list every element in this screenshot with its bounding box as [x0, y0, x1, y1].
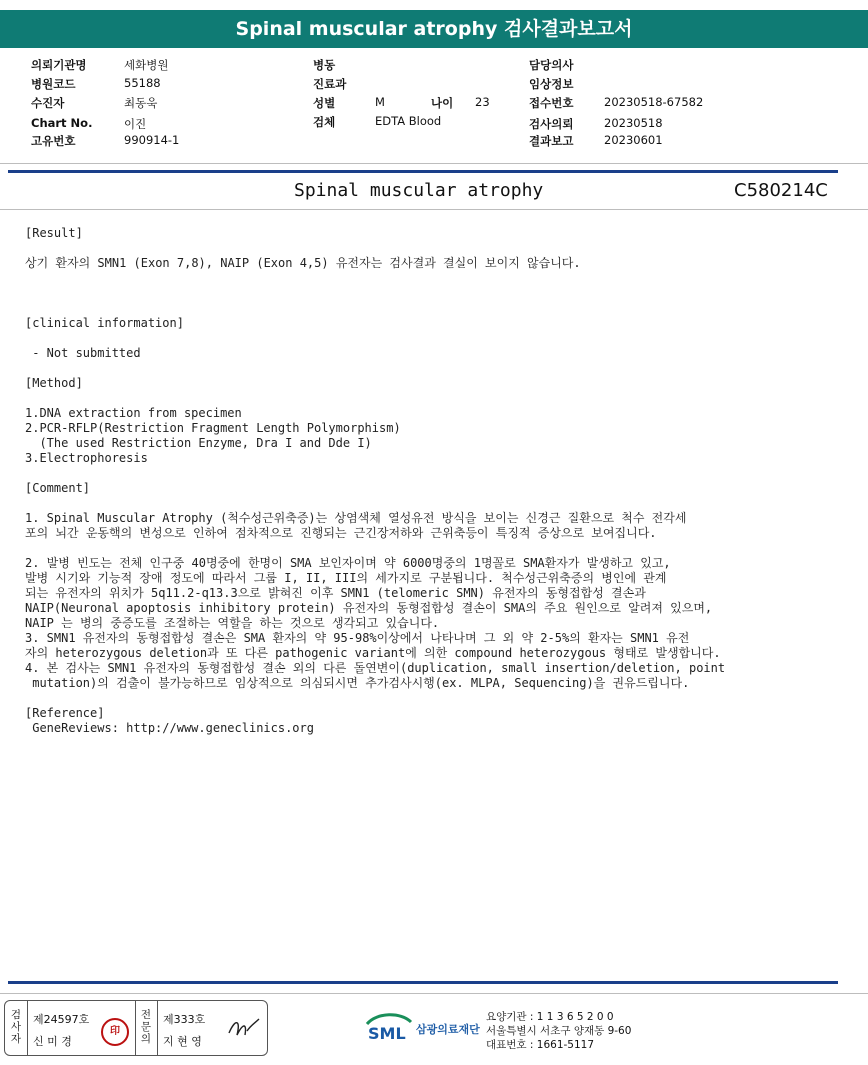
sex-label: 성별 — [313, 96, 336, 110]
report-line: mutation)의 검출이 불가능하므로 임상적으로 의심되시면 추가검사시행(ex. MLPA, Sequencing)을 권유드립니다. — [25, 676, 690, 690]
expert-label: 전문의 — [140, 1009, 152, 1045]
signature-box — [4, 1000, 268, 1056]
report-line: 2.PCR-RFLP(Restriction Fragment Length Polymorphism) — [25, 421, 401, 435]
report-line: - Not submitted — [25, 346, 141, 360]
report-line: [Method] — [25, 376, 83, 390]
report-line — [25, 241, 845, 256]
examiner-label: 검사자 — [10, 1009, 22, 1045]
report-line — [25, 271, 845, 286]
report-line: 3. SMN1 유전자의 동형접합성 결손은 SMA 환자의 약 95-98%이상에서 나타나며 그 외 약 2-5%의 환자는 SMN1 유전 — [25, 631, 690, 645]
test-name: Spinal muscular atrophy — [294, 180, 544, 201]
specimen-value: EDTA Blood — [375, 114, 442, 128]
id-label: 고유번호 — [31, 134, 76, 148]
report-line: 1. Spinal Muscular Atrophy (척수성근위축증)는 상염색체 열성유전 방식을 보이는 신경근 질환으로 척수 전각세 — [25, 511, 687, 525]
report-line: 발병 시기와 기능적 장애 정도에 따라서 그룹 I, II, III의 세가지로 구분됩니다. 척수성근위축증의 병인에 관계 — [25, 571, 667, 585]
report-line: [Reference] — [25, 706, 105, 720]
chart-value: 이진 — [124, 117, 147, 131]
report-line: 3.Electrophoresis — [25, 451, 148, 465]
svg-text:SML: SML — [368, 1024, 406, 1043]
report-line: 2. 발병 빈도는 전체 인구중 40명중에 한명이 SMA 보인자이며 약 6000명중의 1명꼴로 SMA환자가 발생하고 있고, — [25, 556, 671, 570]
age-label: 나이 — [431, 96, 454, 110]
report-line: 자의 heterozygous deletion과 또 다른 pathogenic variant에 의한 compound heterozygous 형태로 발생합니다. — [25, 646, 721, 660]
report-body — [25, 226, 845, 736]
divider — [0, 163, 868, 164]
request-label: 검사의뢰 — [529, 117, 574, 131]
report-line: GeneReviews: http://www.geneclinics.org — [25, 721, 314, 735]
ward-label: 병동 — [313, 58, 336, 72]
report-line — [25, 466, 845, 481]
expert-number: 제333호 — [163, 1013, 206, 1026]
report-line — [25, 691, 845, 706]
hospital-value: 세화병원 — [124, 58, 169, 72]
clinical-label: 임상정보 — [529, 77, 574, 91]
signature-icon — [225, 1015, 261, 1041]
report-line: [Result] — [25, 226, 83, 240]
report-line: [Comment] — [25, 481, 91, 495]
report-line: NAIP(Neuronal apoptosis inhibitory protein) 유전자의 동형접합성 결손이 SMA의 주요 원인으로 알려져 있으며, — [25, 601, 713, 615]
seal-stamp-icon: 印 — [101, 1018, 129, 1046]
report-line — [25, 391, 845, 406]
patient-value: 최동욱 — [124, 96, 158, 110]
report-line: 1.DNA extraction from specimen — [25, 406, 242, 420]
report-line — [25, 496, 845, 511]
report-line — [25, 301, 845, 316]
test-code: C580214C — [734, 180, 828, 201]
divider — [0, 993, 868, 994]
code-value: 55188 — [124, 76, 161, 90]
header-rule — [8, 170, 838, 173]
divider — [0, 209, 868, 210]
chart-label: Chart No. — [31, 116, 93, 130]
report-line: (The used Restriction Enzyme, Dra I and Dde I) — [25, 436, 372, 450]
organization-address: 요양기관 : 1 1 3 6 5 2 0 0 서울특별시 서초구 양재동 9-60 대표번호 : 1661-5117 — [486, 1011, 632, 1051]
report-date-value: 20230601 — [604, 133, 663, 147]
report-date-label: 결과보고 — [529, 134, 574, 148]
report-line: 상기 환자의 SMN1 (Exon 7,8), NAIP (Exon 4,5) 유전자는 검사결과 결실이 보이지 않습니다. — [25, 256, 581, 270]
report-line — [25, 286, 845, 301]
patient-info — [0, 55, 868, 165]
footer-rule — [8, 981, 838, 984]
hospital-label: 의뢰기관명 — [31, 58, 87, 72]
report-title: Spinal muscular atrophy 검사결과보고서 — [0, 10, 868, 48]
dept-label: 진료과 — [313, 77, 347, 91]
receipt-label: 접수번호 — [529, 96, 574, 110]
organization-name: 삼광의료재단 — [416, 1023, 480, 1036]
request-value: 20230518 — [604, 116, 663, 130]
receipt-value: 20230518-67582 — [604, 95, 704, 109]
specimen-label: 검체 — [313, 115, 336, 129]
report-line: 포의 뇌간 운동핵의 변성으로 인하여 점차적으로 진행되는 근긴장저하와 근위축등이 특징적 증상으로 보여집니다. — [25, 526, 657, 540]
expert-name: 지 현 영 — [163, 1035, 202, 1048]
report-line: 되는 유전자의 위치가 5q11.2-q13.3으로 밝혀진 이후 SMN1 (telomeric SMN) 유전자의 동형접합성 결손과 — [25, 586, 646, 600]
report-line — [25, 541, 845, 556]
patient-label: 수진자 — [31, 96, 65, 110]
sml-logo-icon — [365, 1010, 413, 1044]
id-value: 990914-1 — [124, 133, 180, 147]
report-line — [25, 331, 845, 346]
examiner-name: 신 미 경 — [33, 1035, 72, 1048]
doctor-label: 담당의사 — [529, 58, 574, 72]
code-label: 병원코드 — [31, 77, 76, 91]
examiner-number: 제24597호 — [33, 1013, 90, 1026]
report-line: [clinical information] — [25, 316, 184, 330]
sex-value: M — [375, 95, 385, 109]
age-value: 23 — [475, 95, 490, 109]
report-line: 4. 본 검사는 SMN1 유전자의 동형접합성 결손 외의 다른 돌연변이(duplication, small insertion/deletion, point — [25, 661, 726, 675]
report-line — [25, 361, 845, 376]
report-line: NAIP 는 병의 중증도를 조절하는 역할을 하는 것으로 생각되고 있습니다. — [25, 616, 440, 630]
